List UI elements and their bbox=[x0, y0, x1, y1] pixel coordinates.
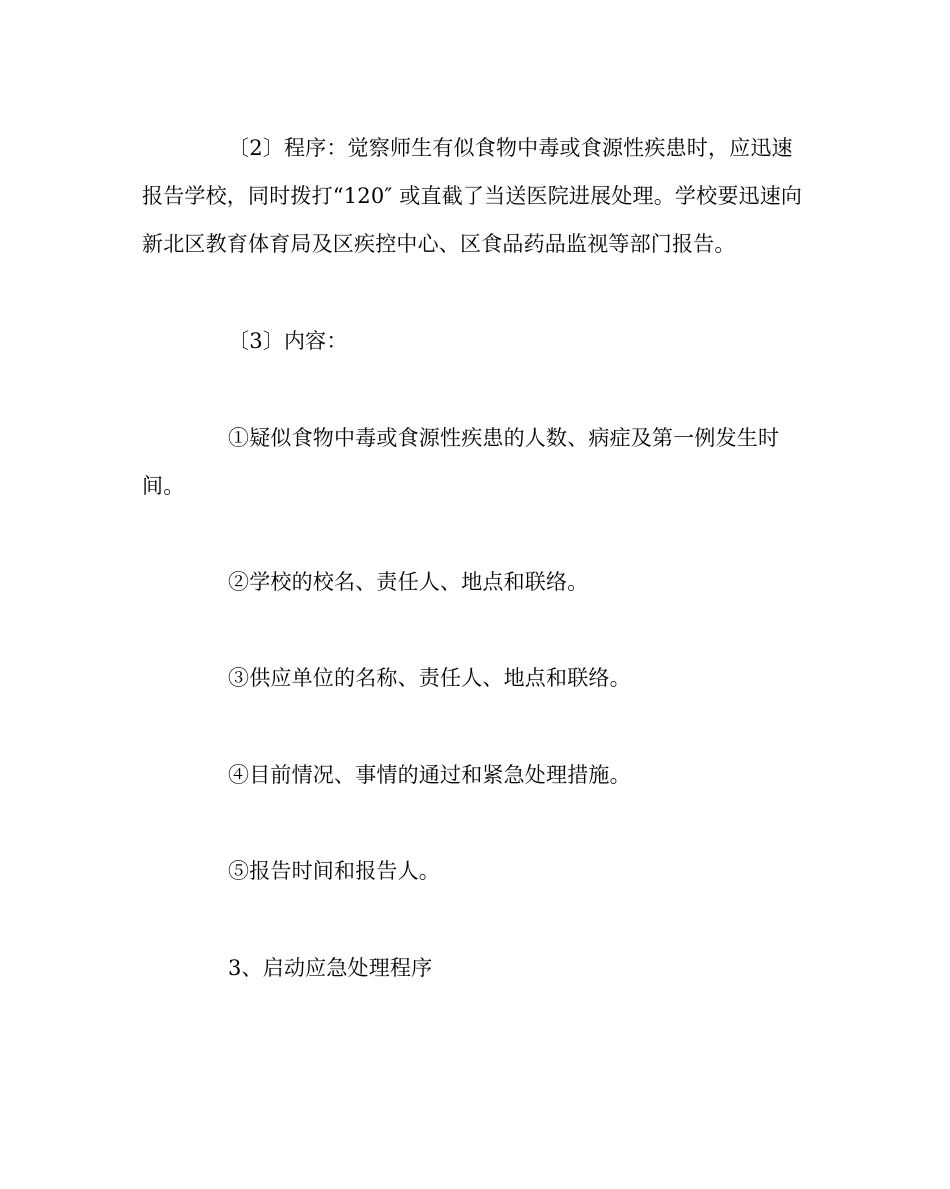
paragraph-item-4: ④目前情况、事情的通过和紧急处理措施。 bbox=[228, 763, 631, 787]
paragraph-item-2: ②学校的校名、责任人、地点和联络。 bbox=[228, 570, 589, 594]
paragraph-content-heading: 〔3〕内容： bbox=[228, 329, 348, 353]
paragraph-procedure: 〔2〕程序：觉察师生有似食物中毒或食源性疾患时，应迅速报告学校，同时拨打“120″ 或直截了当送医院进展处理。学校要迅速向新北区教育体育局及区疾控中心、区食品药品监视等部门报告。 bbox=[142, 136, 803, 256]
section-heading: 3、启动应急处理程序 bbox=[228, 956, 433, 980]
paragraph-item-1: ①疑似食物中毒或食源性疾患的人数、病症及第一例发生时间。 bbox=[142, 426, 780, 498]
paragraph-item-3: ③供应单位的名称、责任人、地点和联络。 bbox=[228, 666, 631, 690]
paragraph-item-5: ⑤报告时间和报告人。 bbox=[228, 859, 440, 883]
